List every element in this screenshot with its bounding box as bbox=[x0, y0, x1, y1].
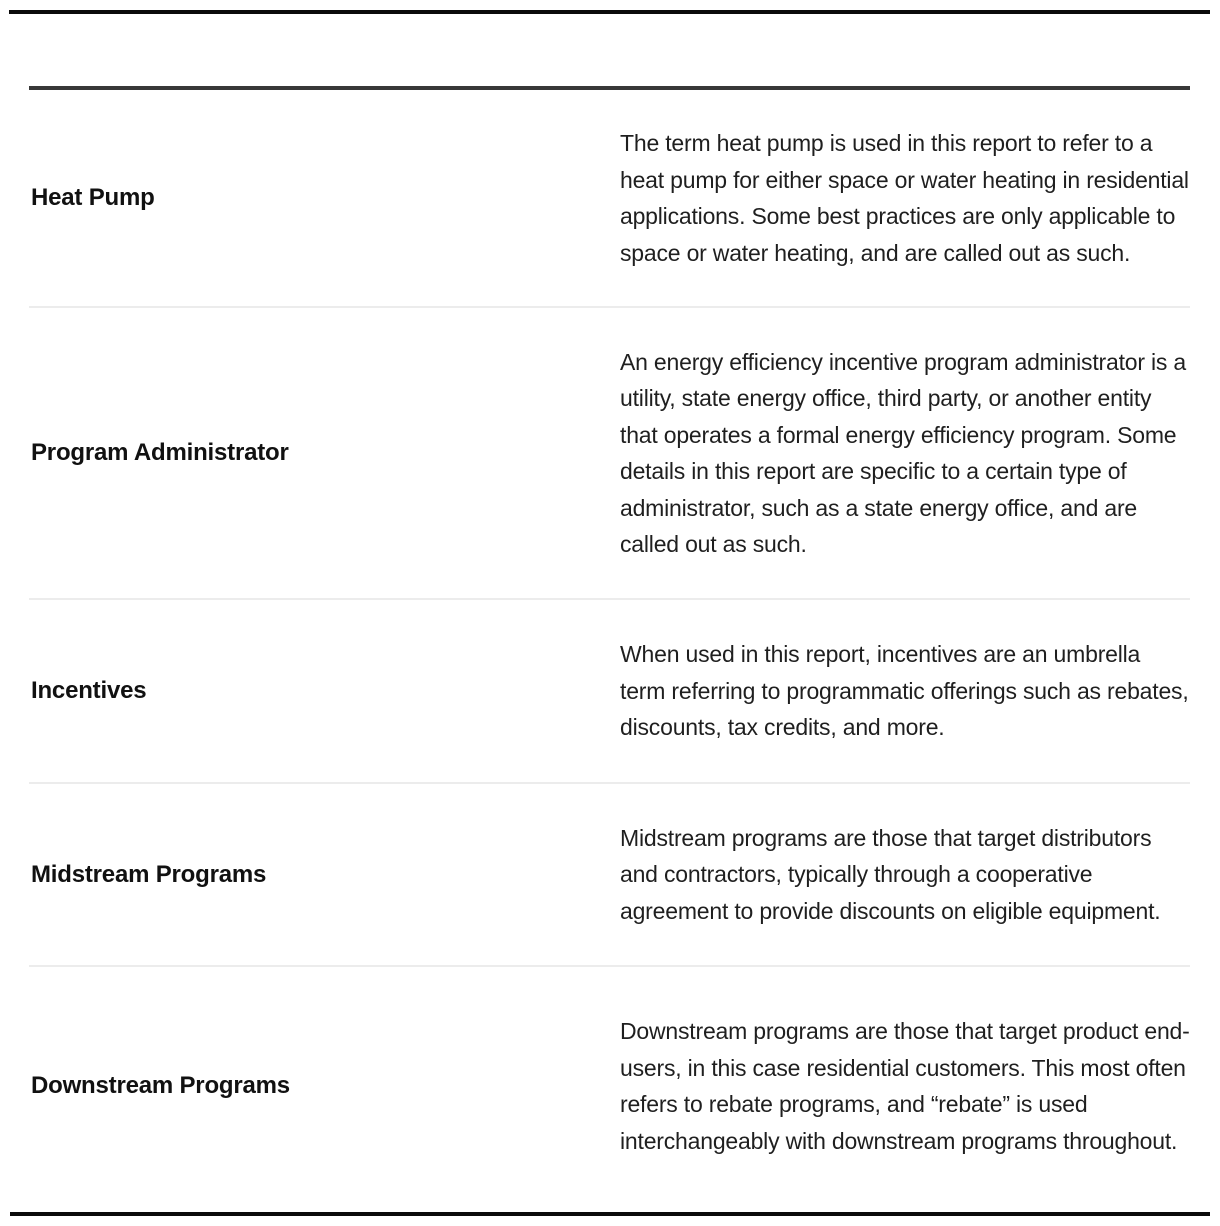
table-row bbox=[29, 784, 1190, 967]
term-cell: Program Administrator bbox=[31, 439, 289, 466]
definition-cell: When used in this report, incentives are an umbrella term referring to programmatic offerings such as rebates, discounts, tax credits, and more. bbox=[620, 641, 1189, 741]
table-row bbox=[29, 600, 1190, 784]
top-rule bbox=[9, 10, 1210, 14]
term-cell: Heat Pump bbox=[31, 184, 155, 211]
bottom-rule bbox=[10, 1212, 1210, 1216]
table-row bbox=[29, 308, 1190, 600]
definition-cell: An energy efficiency incentive program administrator is a utility, state energy office, third party, or another entity that operates a formal energy efficiency program. Some details in this report are specific to a certain type of administrator, such as a state energy office, and are called out as such. bbox=[620, 348, 1187, 557]
definition-cell: Downstream programs are those that target product end-users, in this case residential customers. This most often refers to rebate programs, and “rebate” is used interchangeably with downstream programs throughout. bbox=[620, 1018, 1190, 1154]
table-row bbox=[29, 967, 1190, 1205]
definition-cell: Midstream programs are those that target distributors and contractors, typically through a cooperative agreement to provide discounts on eligible equipment. bbox=[620, 824, 1161, 924]
term-cell: Downstream Programs bbox=[31, 1072, 290, 1099]
term-cell: Midstream Programs bbox=[31, 860, 267, 888]
definition-cell: The term heat pump is used in this report to refer to a heat pump for either space or water heating in residential applications. Some best practices are only applicable to space or water heating, and are called out as such. bbox=[620, 130, 1189, 266]
table-row bbox=[29, 90, 1190, 308]
glossary-table bbox=[29, 86, 1190, 1205]
term-cell: Incentives bbox=[31, 677, 147, 704]
